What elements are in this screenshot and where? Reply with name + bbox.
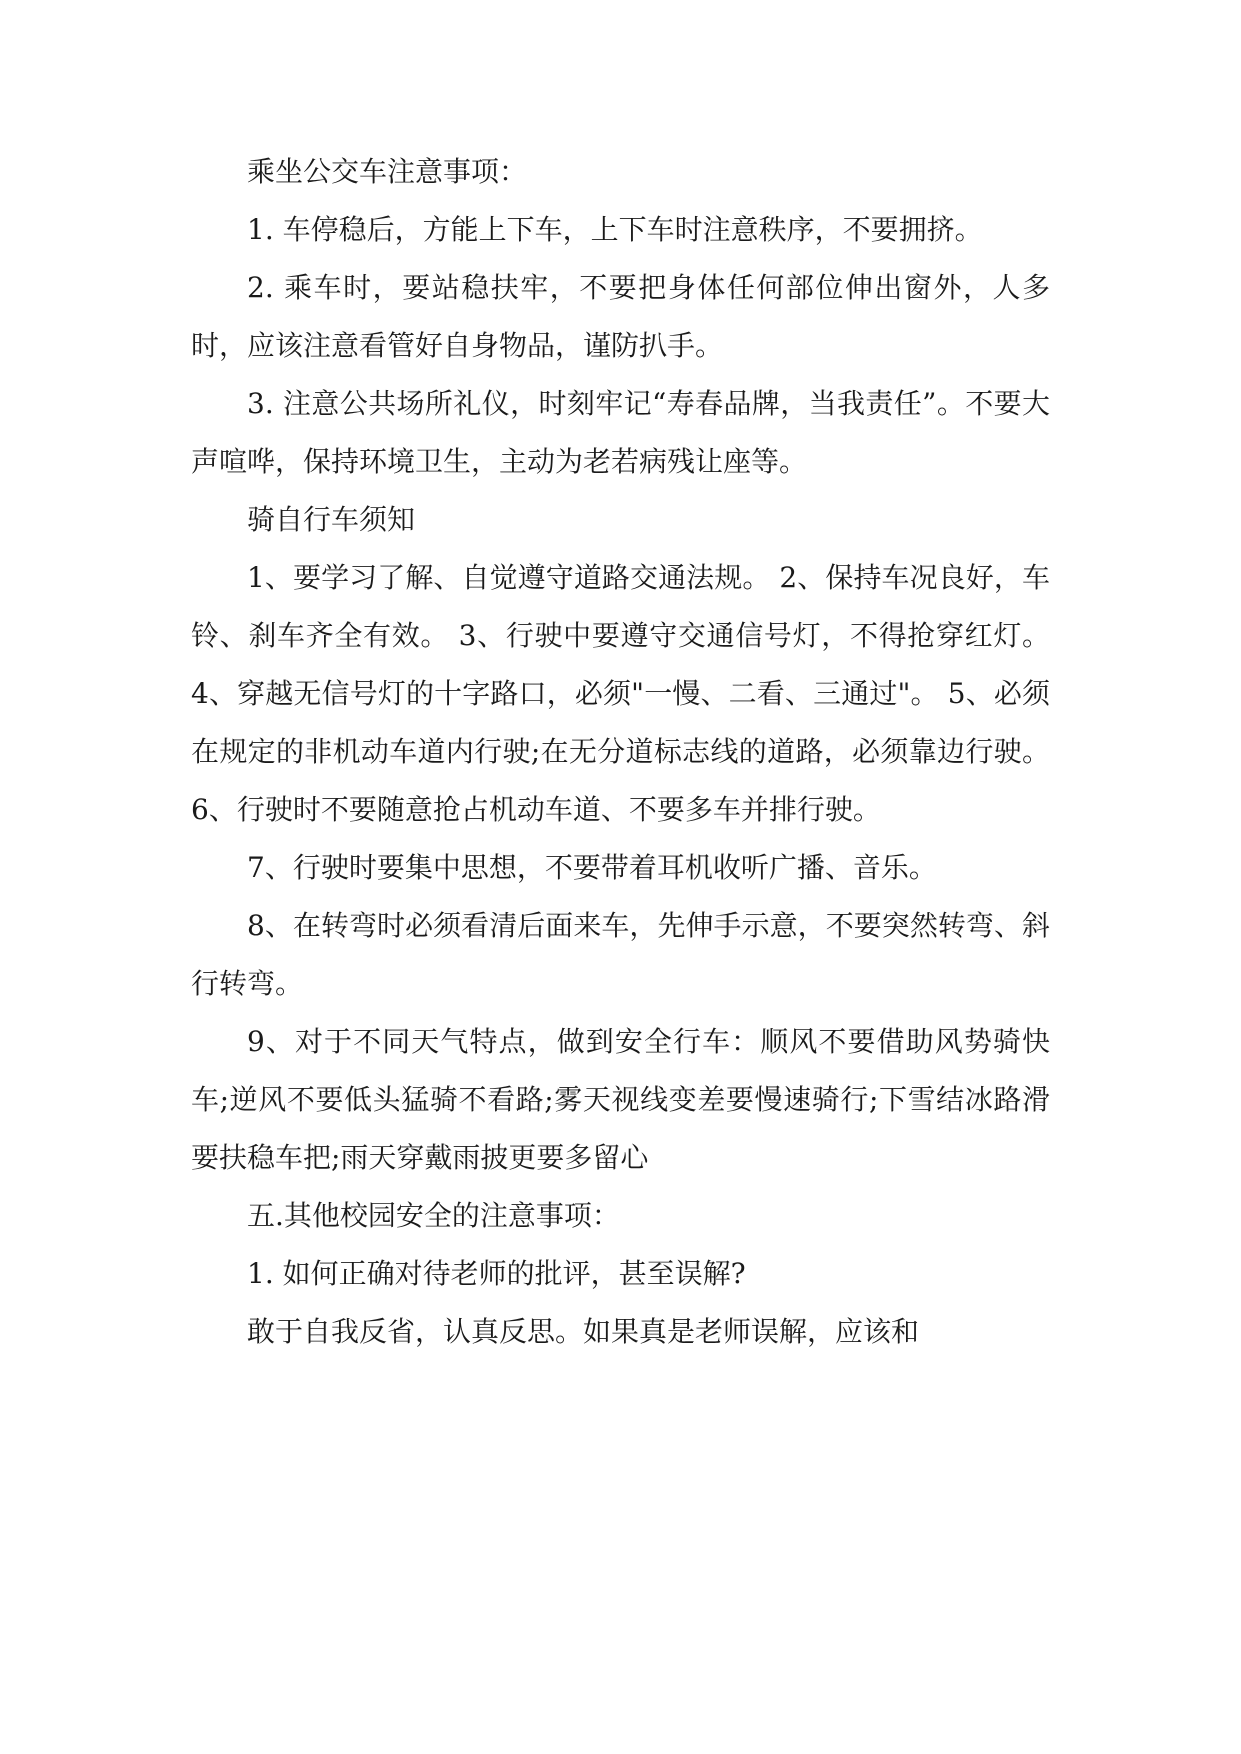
paragraph: 8、在转弯时必须看清后面来车，先伸手示意，不要突然转弯、斜行转弯。 bbox=[191, 909, 1050, 1000]
paragraph: 9、对于不同天气特点，做到安全行车：顺风不要借助风势骑快车;逆风不要低头猛骑不看路;雾天视线变差要慢速骑行;下雪结冰路滑要扶稳车把;雨天穿戴雨披更要多留心 bbox=[191, 1025, 1050, 1174]
paragraph: 2. 乘车时，要站稳扶牢，不要把身体任何部位伸出窗外，人多时，应该注意看管好自身物品，谨防扒手。 bbox=[191, 271, 1050, 362]
paragraph: 7、行驶时要集中思想，不要带着耳机收听广播、音乐。 bbox=[247, 851, 937, 884]
paragraph: 乘坐公交车注意事项： bbox=[247, 155, 528, 188]
paragraph: 1. 如何正确对待老师的批评，甚至误解? bbox=[247, 1257, 746, 1290]
paragraph: 1. 车停稳后，方能上下车，上下车时注意秩序，不要拥挤。 bbox=[247, 213, 983, 246]
document-body bbox=[191, 143, 1050, 1361]
paragraph: 五.其他校园安全的注意事项： bbox=[247, 1199, 620, 1232]
paragraph: 骑自行车须知 bbox=[247, 503, 416, 536]
paragraph: 3. 注意公共场所礼仪，时刻牢记“寿春品牌，当我责任”。不要大声喧哗，保持环境卫生，主动为老若病残让座等。 bbox=[191, 387, 1050, 478]
paragraph: 1、要学习了解、自觉遵守道路交通法规。 2、保持车况良好，车铃、刹车齐全有效。 3、行驶中要遵守交通信号灯，不得抢穿红灯。 4、穿越无信号灯的十字路口，必须"一慢、二看、三通过"。 5、必须在规定的非机动车道内行驶;在无分道标志线的道路，必须靠边行驶。 6、行驶时不要随意抢占机动车道、不要多车并排行驶。 bbox=[191, 561, 1050, 826]
paragraph: 敢于自我反省，认真反思。如果真是老师误解，应该和 bbox=[247, 1315, 920, 1348]
